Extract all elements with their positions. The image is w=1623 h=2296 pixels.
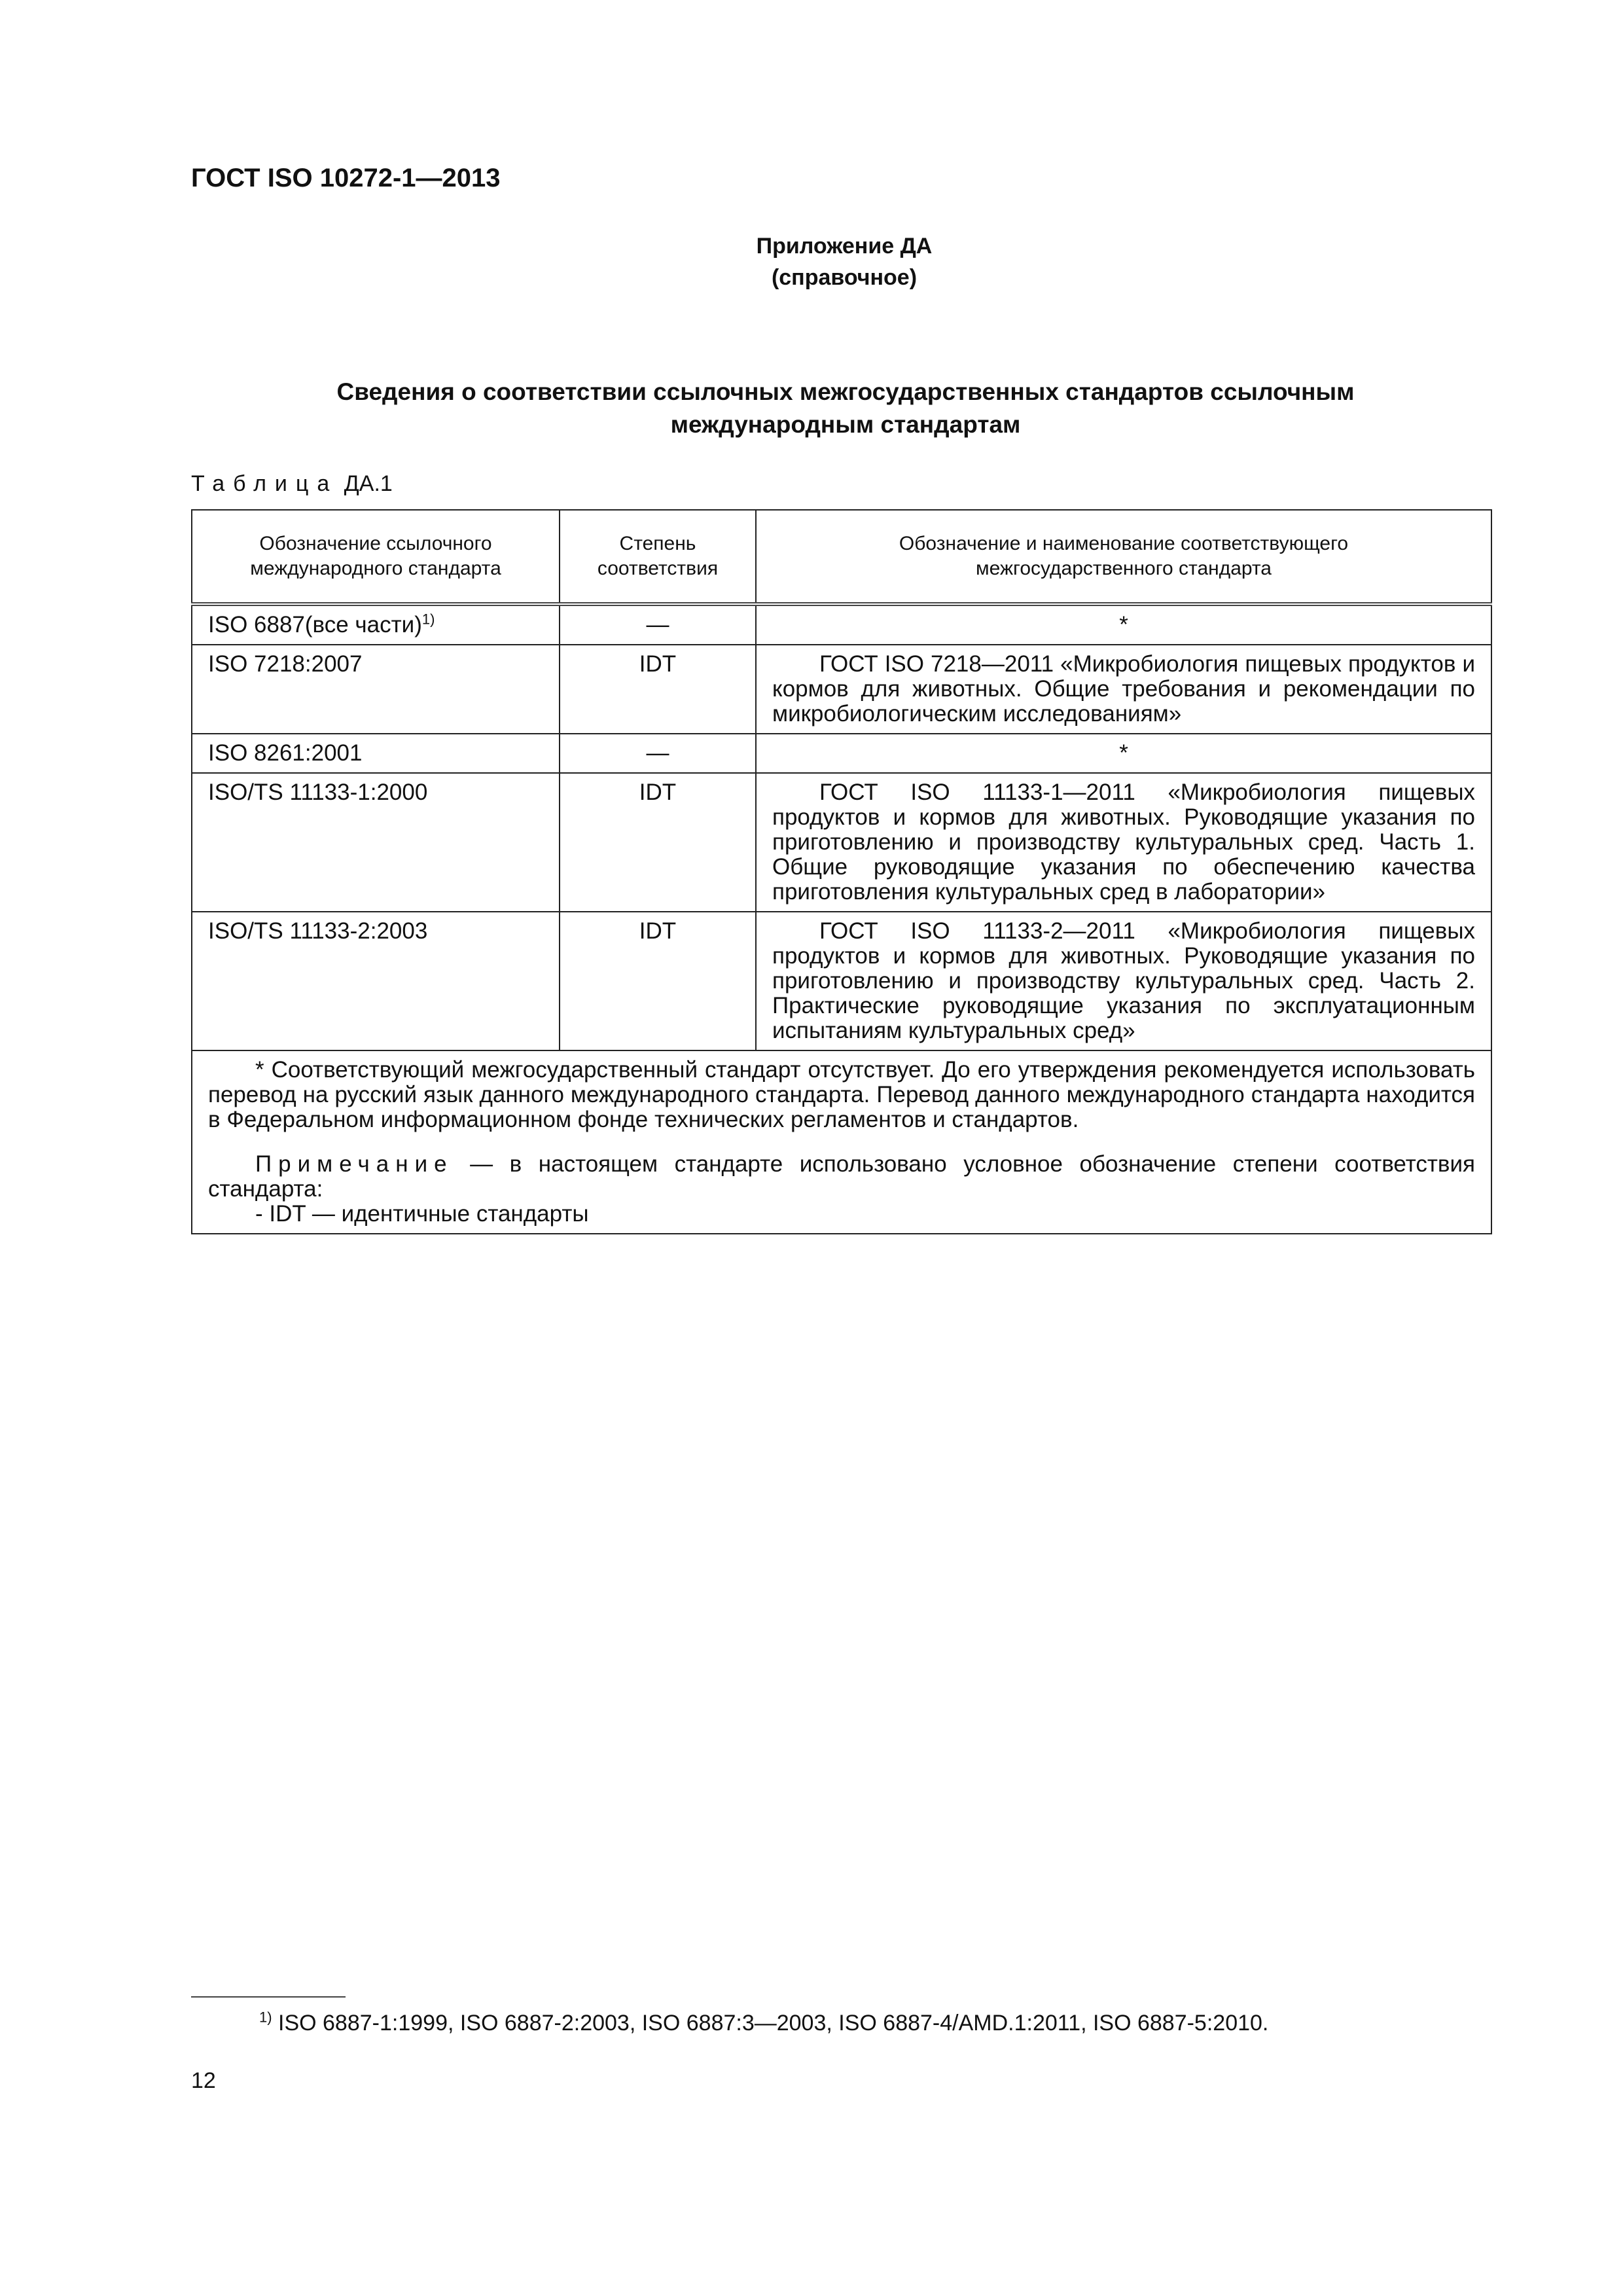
- reference-text: ISO 6887(все части): [208, 612, 422, 637]
- cell-name: ГОСТ ISO 7218—2011 «Микробиология пищевых продуктов и кормов для животных. Общие требования и рекомендации по микробиологическим исследованиям»: [756, 645, 1491, 734]
- footnote-divider: [191, 1996, 346, 1998]
- header-line: Обозначение ссылочного: [259, 533, 492, 554]
- table-row: [192, 604, 1491, 645]
- header-interstate-standard: [756, 510, 1491, 604]
- footnote-marker: 1): [421, 611, 435, 628]
- cell-reference: ISO 7218:2007: [192, 645, 560, 734]
- section-title-line-1: Сведения о соответствии ссылочных межгосударственных стандартов ссылочным: [336, 378, 1355, 405]
- table-label-word: Таблица: [191, 471, 338, 496]
- section-title-line-2: международным стандартам: [670, 411, 1021, 438]
- cell-name: *: [756, 734, 1491, 773]
- header-line: Обозначение и наименование соответствующего: [899, 533, 1349, 554]
- cell-name: *: [756, 604, 1491, 645]
- cell-name: ГОСТ ISO 11133-1—2011 «Микробиология пищевых продуктов и кормов для животных. Руководящие указания по приготовлению и производству культуральных сред. Часть 1. Общие руководящие указания по обеспечению качества приготовления культуральных сред в лаборатории»: [756, 773, 1491, 912]
- annex-subtitle: (справочное): [771, 265, 918, 290]
- cell-reference: [192, 604, 560, 645]
- header-line: межгосударственного стандарта: [976, 558, 1272, 579]
- note-missing-standard: * Соответствующий межгосударственный стандарт отсутствует. До его утверждения рекомендуется использовать перевод на русский язык данного международного стандарта. Перевод данного международного стандарта находится в Федеральном информационном фонде технических регламентов и стандартов.: [208, 1057, 1475, 1132]
- table-row: [192, 912, 1491, 1050]
- note-item: - IDT — идентичные стандарты: [255, 1201, 589, 1227]
- table-row: [192, 773, 1491, 912]
- table-notes: [192, 1050, 1491, 1234]
- correspondence-table: [191, 509, 1492, 1234]
- cell-reference: ISO 8261:2001: [192, 734, 560, 773]
- cell-degree: IDT: [560, 912, 756, 1050]
- header-line: международного стандарта: [250, 558, 501, 579]
- header-line: соответствия: [597, 558, 719, 579]
- table-row: [192, 645, 1491, 734]
- note-paragraph: [208, 1152, 1475, 1202]
- header-line: Степень: [619, 533, 696, 554]
- cell-reference: ISO/TS 11133-2:2003: [192, 912, 560, 1050]
- note-text: — в настоящем стандарте использовано условное обозначение степени соответствия стандарта:: [208, 1151, 1475, 1202]
- table-header-row: [192, 510, 1491, 604]
- table-row: [192, 734, 1491, 773]
- footnote: [259, 2011, 1268, 2036]
- page-number: 12: [191, 2068, 216, 2093]
- header-degree: [560, 510, 756, 604]
- cell-reference: ISO/TS 11133-1:2000: [192, 773, 560, 912]
- table-label: [191, 471, 393, 497]
- footnote-marker: 1): [259, 2009, 272, 2026]
- annex-title: Приложение ДА: [756, 234, 933, 259]
- annex-heading: [0, 230, 1623, 293]
- table-label-number: ДА.1: [344, 471, 393, 496]
- note-label: Примечание: [255, 1151, 454, 1177]
- section-title: [191, 376, 1500, 441]
- cell-degree: IDT: [560, 645, 756, 734]
- footnote-text: ISO 6887-1:1999, ISO 6887-2:2003, ISO 6887:3—2003, ISO 6887-4/AMD.1:2011, ISO 6887-5:2010.: [272, 2011, 1269, 2036]
- document-code: ГОСТ ISO 10272-1—2013: [191, 164, 501, 192]
- header-reference-standard: [192, 510, 560, 604]
- cell-degree: IDT: [560, 773, 756, 912]
- cell-name: ГОСТ ISO 11133-2—2011 «Микробиология пищевых продуктов и кормов для животных. Руководящие указания по приготовлению и производству культуральных сред. Часть 2. Практические руководящие указания по эксплуатационным испытаниям культуральных сред»: [756, 912, 1491, 1050]
- cell-degree: —: [560, 734, 756, 773]
- cell-degree: —: [560, 604, 756, 645]
- table-notes-row: [192, 1050, 1491, 1234]
